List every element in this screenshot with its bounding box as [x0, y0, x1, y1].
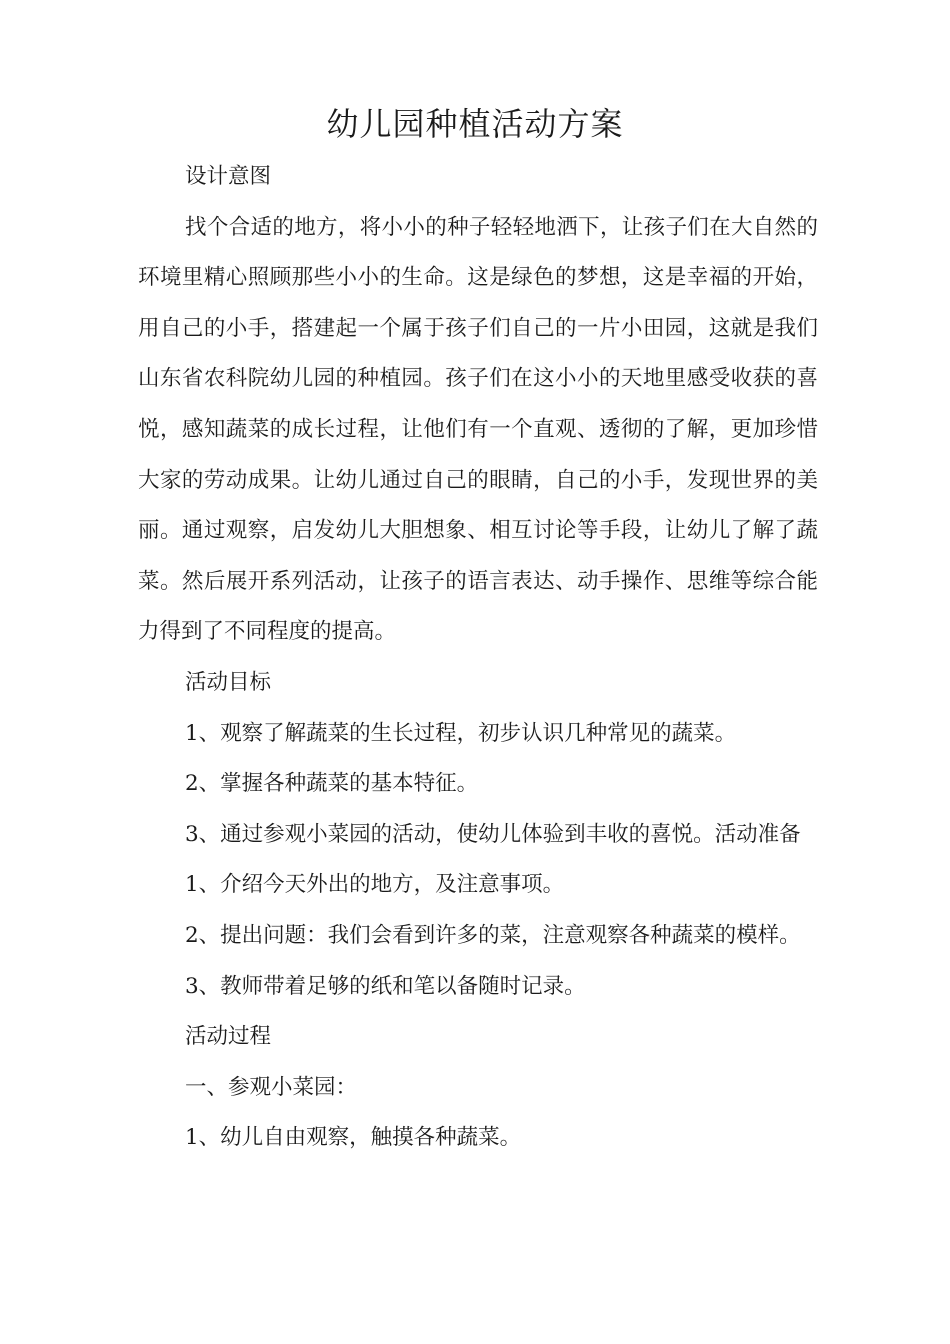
section-heading-process: 活动过程 [185, 1024, 272, 1050]
section-heading-goals: 活动目标 [185, 669, 272, 695]
design-paragraph: 找个合适的地方，将小小的种子轻轻地洒下，让孩子们在大自然的环境里精心照顾那些小小的生命。这是绿色的梦想，这是幸福的开始，用自己的小手，搭建起一个属于孩子们自己的一片小田园，这就是我们山东省农科院幼儿园的种植园。孩子们在这小小的天地里感受收获的喜悦，感知蔬菜的成长过程，让他们有一个直观、透彻的了解，更加珍惜大家的劳动成果。让幼儿通过自己的眼睛，自己的小手，发现世界的美丽。通过观察，启发幼儿大胆想象、相互讨论等手段，让幼儿了解了蔬菜。然后展开系列活动，让孩子的语言表达、动手操作、思维等综合能力得到了不同程度的提高。 [138, 214, 818, 645]
prep-item-2: 2、提出问题：我们会看到许多的菜，注意观察各种蔬菜的模样。 [185, 922, 801, 948]
document-title: 幼儿园种植活动方案 [326, 105, 624, 143]
process-heading-1: 一、参观小菜园： [185, 1074, 358, 1100]
document-body [138, 152, 818, 1164]
prep-item-3: 3、教师带着足够的纸和笔以备随时记录。 [185, 973, 586, 999]
goal-item-3: 3、通过参观小菜园的活动，使幼儿体验到丰收的喜悦。活动准备 [185, 821, 801, 847]
process-item-1: 1、幼儿自由观察，触摸各种蔬菜。 [185, 1125, 522, 1151]
goal-item-1: 1、观察了解蔬菜的生长过程，初步认识几种常见的蔬菜。 [185, 720, 737, 746]
section-heading-design: 设计意图 [185, 164, 272, 189]
prep-item-1: 1、介绍今天外出的地方，及注意事项。 [185, 872, 565, 898]
goal-item-2: 2、掌握各种蔬菜的基本特征。 [185, 771, 479, 797]
